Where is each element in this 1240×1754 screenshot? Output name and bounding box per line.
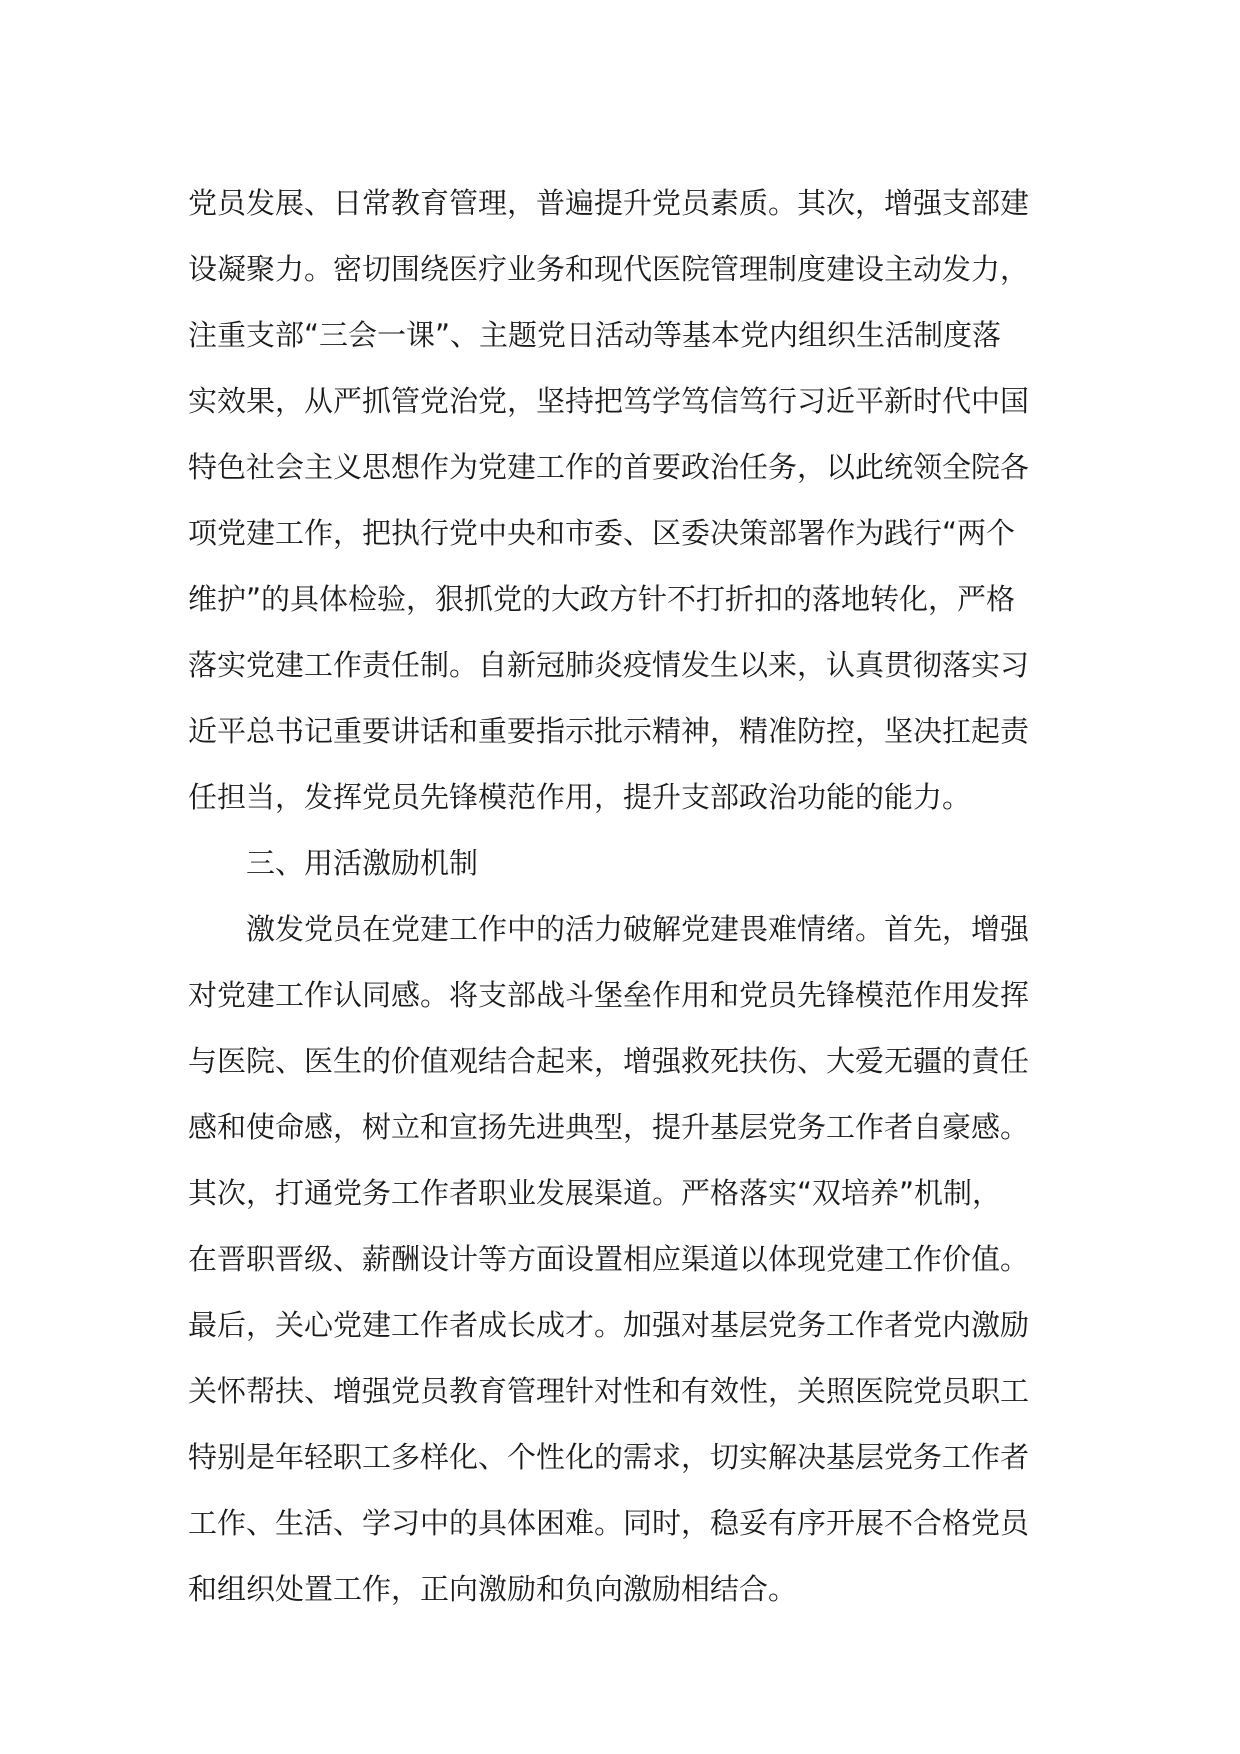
text-line: 任担当，发挥党员先锋模范作用，提升支部政治功能的能力。	[188, 780, 972, 814]
text-line: 对党建工作认同感。将支部战斗堡垒作用和党员先锋模范作用发挥	[188, 978, 1030, 1012]
text-line: 实效果，从严抓管党治党，坚持把笃学笃信笃行习近平新时代中国	[188, 384, 1030, 418]
section-heading: 三、用活激励机制	[246, 846, 479, 880]
paragraph-continued	[188, 170, 1058, 830]
text-line: 特色社会主义思想作为党建工作的首要政治任务，以此统领全院各	[188, 450, 1030, 484]
text-line: 维护”的具体检验，狠抓党的大政方针不打折扣的落地转化，严格	[188, 582, 1016, 616]
text-line: 落实党建工作责任制。自新冠肺炎疫情发生以来，认真贯彻落实习	[188, 648, 1030, 682]
text-line: 关怀帮扶、增强党员教育管理针对性和有效性，关照医院党员职工	[188, 1374, 1030, 1408]
text-line: 设凝聚力。密切围绕医疗业务和现代医院管理制度建设主动发力，	[188, 252, 1030, 286]
text-line: 特别是年轻职工多样化、个性化的需求，切实解决基层党务工作者	[188, 1440, 1030, 1474]
text-line: 党员发展、日常教育管理，普遍提升党员素质。其次，增强支部建	[188, 186, 1030, 220]
paragraph-incentive	[188, 896, 1058, 1622]
text-line: 激发党员在党建工作中的活力破解党建畏难情绪。首先，增强	[246, 912, 1030, 946]
text-line: 近平总书记重要讲话和重要指示批示精神，精准防控，坚决扛起责	[188, 714, 1030, 748]
text-line: 最后，关心党建工作者成长成才。加强对基层党务工作者党内激励	[188, 1308, 1030, 1342]
text-line: 注重支部“三会一课”、主题党日活动等基本党内组织生活制度落	[188, 318, 1002, 352]
text-line: 项党建工作，把执行党中央和市委、区委决策部署作为践行“两个	[188, 516, 1016, 550]
text-line: 感和使命感，树立和宣扬先进典型，提升基层党务工作者自豪感。	[188, 1110, 1030, 1144]
document-body	[188, 170, 1058, 1622]
text-line: 与医院、医生的价值观结合起来，增强救死扶伤、大爱无疆的責任	[188, 1044, 1030, 1078]
text-line: 和组织处置工作，正向激励和负向激励相结合。	[188, 1572, 798, 1606]
text-line: 工作、生活、学习中的具体困难。同时，稳妥有序开展不合格党员	[188, 1506, 1030, 1540]
text-line: 在晋职晋级、薪酬设计等方面设置相应渠道以体现党建工作价值。	[188, 1242, 1030, 1276]
text-line: 其次，打通党务工作者职业发展渠道。严格落实“双培养”机制，	[188, 1176, 1002, 1210]
